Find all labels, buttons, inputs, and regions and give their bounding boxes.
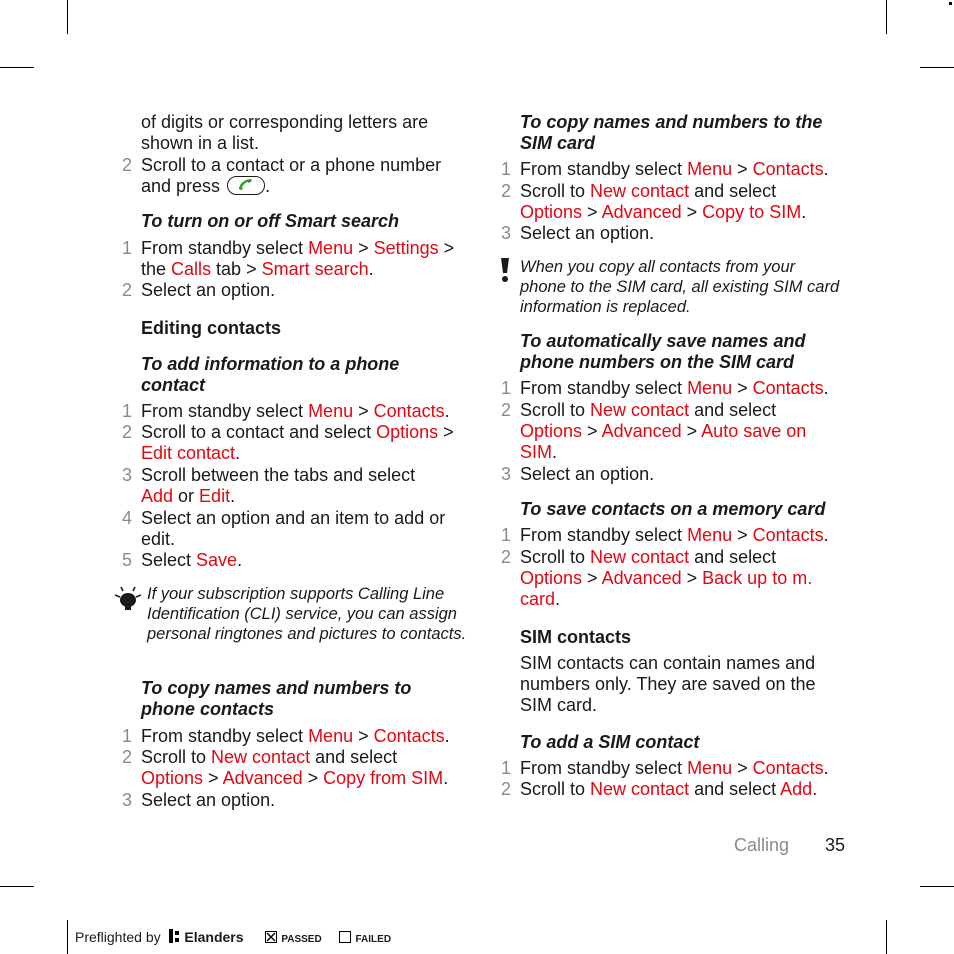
options-link[interactable]: Options (141, 768, 204, 788)
sim-contacts-body: SIM contacts can contain names and numbers only. They are saved on the SIM card. (520, 653, 816, 715)
options-link[interactable]: Options (520, 202, 583, 222)
crop-mark (0, 67, 34, 68)
copy-sim-step-1: 1 From standby select Menu > Contacts. (500, 159, 829, 179)
advanced-link[interactable]: Advanced (601, 568, 682, 588)
preflight-stamp (75, 929, 391, 945)
copy-phone-step-1: 1 From standby select Menu > Contacts. (121, 726, 450, 746)
step-2: 2 Scroll to a contact or a phone number and press . (121, 155, 442, 196)
advanced-link[interactable]: Advanced (601, 202, 682, 222)
crop-mark (920, 886, 954, 887)
edit-contact-link[interactable]: Edit contact (141, 443, 236, 463)
memory-step-2: 2 Scroll to New contact and select Options > Advanced > Back up to m. card. (500, 547, 813, 609)
contacts-link[interactable]: Contacts (752, 758, 824, 778)
heading-sim-contacts: SIM contacts (520, 627, 632, 647)
save-link[interactable]: Save (196, 550, 238, 570)
heading-add-info: To add information to a phone contact (141, 354, 400, 395)
new-contact-link[interactable]: New contact (211, 747, 311, 767)
crop-mark (67, 0, 68, 34)
elanders-logo-icon (169, 929, 181, 941)
heading-editing-contacts: Editing contacts (141, 318, 282, 338)
auto-step-2: 2 Scroll to New contact and select Options > Advanced > Auto save on SIM. (500, 400, 807, 462)
menu-link[interactable]: Menu (687, 525, 733, 545)
heading-add-sim-contact: To add a SIM contact (520, 732, 700, 752)
footer-section: Calling (734, 835, 790, 855)
contacts-link[interactable]: Contacts (373, 401, 445, 421)
contacts-link[interactable]: Contacts (373, 726, 445, 746)
heading-smart-search: To turn on or off Smart search (141, 211, 400, 231)
page-number: 35 (825, 835, 846, 855)
heading-auto-save: To automatically save names and phone numbers on the SIM card (520, 331, 806, 372)
auto-step-1: 1 From standby select Menu > Contacts. (500, 378, 829, 398)
call-key-icon (227, 176, 265, 195)
new-contact-link[interactable]: New contact (590, 779, 690, 799)
smart-step-1: 1 From standby select Menu > Settings > the Calls tab > Smart search. (121, 238, 455, 279)
new-contact-link[interactable]: New contact (590, 181, 690, 201)
auto-step-3: 3 Select an option. (500, 464, 655, 484)
memory-step-1: 1 From standby select Menu > Contacts. (500, 525, 829, 545)
passed-label: PASSED (281, 934, 322, 945)
new-contact-link[interactable]: New contact (590, 547, 690, 567)
preflight-label: Preflighted by (75, 929, 161, 945)
backup-link[interactable]: Back up to m. card (520, 568, 813, 609)
crop-mark (886, 0, 887, 34)
tip-text: If your subscription supports Calling Line Identification (CLI) service, you can assign personal ringtones and pictures to contacts. (147, 585, 467, 643)
warning-text: When you copy all contacts from your phone to the SIM card, all existing SIM card information is replaced. (520, 258, 840, 316)
contacts-link[interactable]: Contacts (752, 525, 824, 545)
auto-save-link[interactable]: Auto save on SIM (520, 421, 807, 462)
smart-search-link[interactable]: Smart search (261, 259, 369, 279)
copy-sim-step-3: 3 Select an option. (500, 223, 655, 243)
intro-text: of digits or corresponding letters are shown in a list. (141, 112, 429, 153)
copy-phone-step-3: 3 Select an option. (121, 790, 276, 810)
menu-link[interactable]: Menu (308, 726, 354, 746)
advanced-link[interactable]: Advanced (222, 768, 303, 788)
add-step-4: 4 Select an option and an item to add or edit. (121, 508, 446, 549)
registration-dot (949, 2, 952, 5)
copy-from-sim-link[interactable]: Copy from SIM (323, 768, 444, 788)
add-link[interactable]: Add (141, 486, 174, 506)
options-link[interactable]: Options (520, 421, 583, 441)
menu-link[interactable]: Menu (308, 238, 354, 258)
add-step-5: 5 Select Save. (121, 550, 243, 570)
preflight-brand: Elanders (184, 929, 244, 945)
edit-link[interactable]: Edit (199, 486, 231, 506)
options-link[interactable]: Options (376, 422, 439, 442)
heading-memory-card: To save contacts on a memory card (520, 499, 826, 519)
copy-to-sim-link[interactable]: Copy to SIM (702, 202, 802, 222)
calls-link[interactable]: Calls (171, 259, 212, 279)
warning-exclamation-icon (498, 256, 512, 284)
add-link[interactable]: Add (780, 779, 813, 799)
crop-mark (886, 920, 887, 954)
menu-link[interactable]: Menu (687, 378, 733, 398)
passed-checkbox (265, 931, 277, 943)
new-contact-link[interactable]: New contact (590, 400, 690, 420)
failed-label: FAILED (355, 934, 392, 945)
failed-checkbox (339, 931, 351, 943)
step-number: 2 (121, 155, 132, 175)
add-step-3: 3 Scroll between the tabs and select Add or Edit. (121, 465, 416, 506)
options-link[interactable]: Options (520, 568, 583, 588)
smart-step-2: 2 Select an option. (121, 280, 276, 300)
contacts-link[interactable]: Contacts (752, 378, 824, 398)
lightbulb-tip-icon (113, 584, 143, 614)
crop-mark (67, 920, 68, 954)
menu-link[interactable]: Menu (687, 159, 733, 179)
add-sim-step-1: 1 From standby select Menu > Contacts. (500, 758, 829, 778)
crop-mark (0, 886, 34, 887)
add-sim-step-2: 2 Scroll to New contact and select Add. (500, 779, 818, 799)
crop-mark (920, 67, 954, 68)
menu-link[interactable]: Menu (687, 758, 733, 778)
heading-copy-to-phone: To copy names and numbers to phone contacts (141, 678, 412, 719)
add-step-2: 2 Scroll to a contact and select Options > Edit contact. (121, 422, 454, 463)
menu-link[interactable]: Menu (308, 401, 354, 421)
copy-sim-step-2: 2 Scroll to New contact and select Options > Advanced > Copy to SIM. (500, 181, 807, 222)
contacts-link[interactable]: Contacts (752, 159, 824, 179)
add-step-1: 1 From standby select Menu > Contacts. (121, 401, 450, 421)
copy-phone-step-2: 2 Scroll to New contact and select Options > Advanced > Copy from SIM. (121, 747, 449, 788)
settings-link[interactable]: Settings (373, 238, 439, 258)
advanced-link[interactable]: Advanced (601, 421, 682, 441)
heading-copy-to-sim: To copy names and numbers to the SIM card (520, 112, 823, 153)
